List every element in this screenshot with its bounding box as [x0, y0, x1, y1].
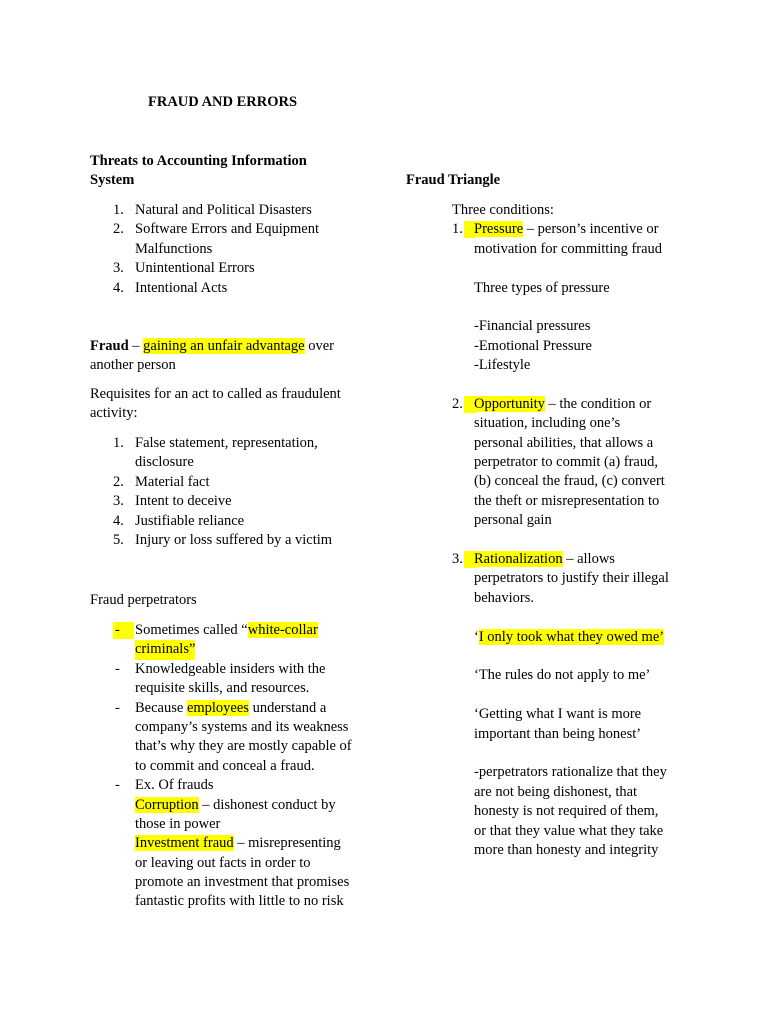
highlight: I only took what they owed me’ — [478, 628, 665, 645]
perpetrators-heading: Fraud perpetrators — [90, 592, 197, 608]
list-item: 2. Software Errors and Equipment — [113, 221, 320, 238]
condition-rationalization: 3. Rationalization – allows — [452, 551, 615, 568]
condition-opportunity: 2. Opportunity – the condition or — [452, 395, 652, 412]
quote-1: ‘I only took what they owed me’ — [474, 628, 665, 645]
list-item: disclosure — [135, 454, 194, 471]
threats-list — [113, 201, 383, 298]
list-item: 4. Intentional Acts — [113, 279, 228, 296]
list-item: 1. False statement, representation, — [113, 435, 318, 451]
list-item: 4. Justifiable reliance — [113, 512, 245, 529]
list-item: - Knowledgeable insiders with the — [115, 660, 326, 677]
perpetrators-list: - Sometimes called “white-collar criminals” - Knowledgeable insiders with the requisite skills, and resources. - Because employees understand a company’s systems and its weakness that’s why they are mostly capable of to commit and conceal a fraud. - Ex. Of frauds Corruption – dishonest conduct by those in power Investment fraud – misrepresenting or leaving out facts in order to promote an investment that promises fantastic profits with little to no risk — [113, 621, 383, 912]
document-title: FRAUD AND ERRORS — [148, 94, 298, 110]
list-item: 1. Natural and Political Disasters — [113, 202, 312, 218]
list-item: - Ex. Of frauds — [115, 777, 214, 794]
fraud-triangle-conditions: Three conditions: 1. Pressure – person’s incentive or motivation for committing fraud Three types of pressure -Financial pressures -Emotional Pressure -Lifestyle 2. Opportunity – the condition or situation, including one’s personal abilities, that allows a perpetrator to commit (a) fraud, (b) conceal the fraud, (c) convert the theft or misrepresentation to personal gain 3. Rationalization – allows perpetrators to justify their illegal behaviors. ‘I only took what they owed me’ ‘The rules do not apply to me’ ‘Getting what I want is more important than being honest’ -perpetrators rationalize that they are not being dishonest, that honesty is not required of them, or that they value what they take more than honesty and integrity — [452, 201, 702, 860]
left-column — [90, 152, 380, 191]
quote-2: ‘The rules do not apply to me’ — [474, 667, 651, 684]
threats-heading: Threats to Accounting Information — [90, 153, 307, 169]
list-item: 3. Unintentional Errors — [113, 260, 255, 277]
highlight: Pressure — [474, 221, 524, 238]
highlight: white-collar — [247, 622, 318, 638]
list-item: -Emotional Pressure — [474, 337, 592, 354]
quote-3: ‘Getting what I want is more — [474, 706, 642, 723]
three-conditions-label: Three conditions: — [452, 202, 554, 218]
highlight: Corruption — [135, 796, 199, 813]
fraud-term: Fraud — [90, 338, 129, 354]
list-item: - Because employees understand a — [115, 699, 327, 716]
highlight: Opportunity — [474, 395, 545, 412]
threats-heading-line2: System — [90, 172, 135, 189]
requisites-list — [113, 434, 383, 550]
rationalize-note: -perpetrators rationalize that they — [474, 764, 667, 781]
pressure-types-heading: Three types of pressure — [474, 279, 610, 296]
list-item: 5. Injury or loss suffered by a victim — [113, 531, 333, 548]
highlight: Investment fraud — [135, 835, 234, 852]
highlight: gaining an unfair advantage — [143, 338, 305, 354]
list-item: -Financial pressures — [474, 318, 591, 335]
highlight: Rationalization — [474, 551, 563, 568]
highlight: employees — [186, 699, 249, 716]
list-item: Malfunctions — [135, 240, 213, 257]
highlight: criminals” — [135, 640, 195, 659]
list-item: 3. Intent to deceive — [113, 493, 232, 510]
fraud-definition: Fraud – gaining an unfair advantage over another person — [90, 338, 335, 374]
list-item: 2. Material fact — [113, 473, 210, 490]
list-item: - Sometimes called “white-collar — [115, 622, 318, 638]
condition-pressure: 1. Pressure – person’s incentive or — [452, 221, 659, 238]
list-item: -Lifestyle — [474, 357, 531, 374]
fraud-triangle-heading: Fraud Triangle — [406, 172, 501, 188]
requisites-intro: Requisites for an act to called as fraudulent activity: — [90, 386, 341, 422]
